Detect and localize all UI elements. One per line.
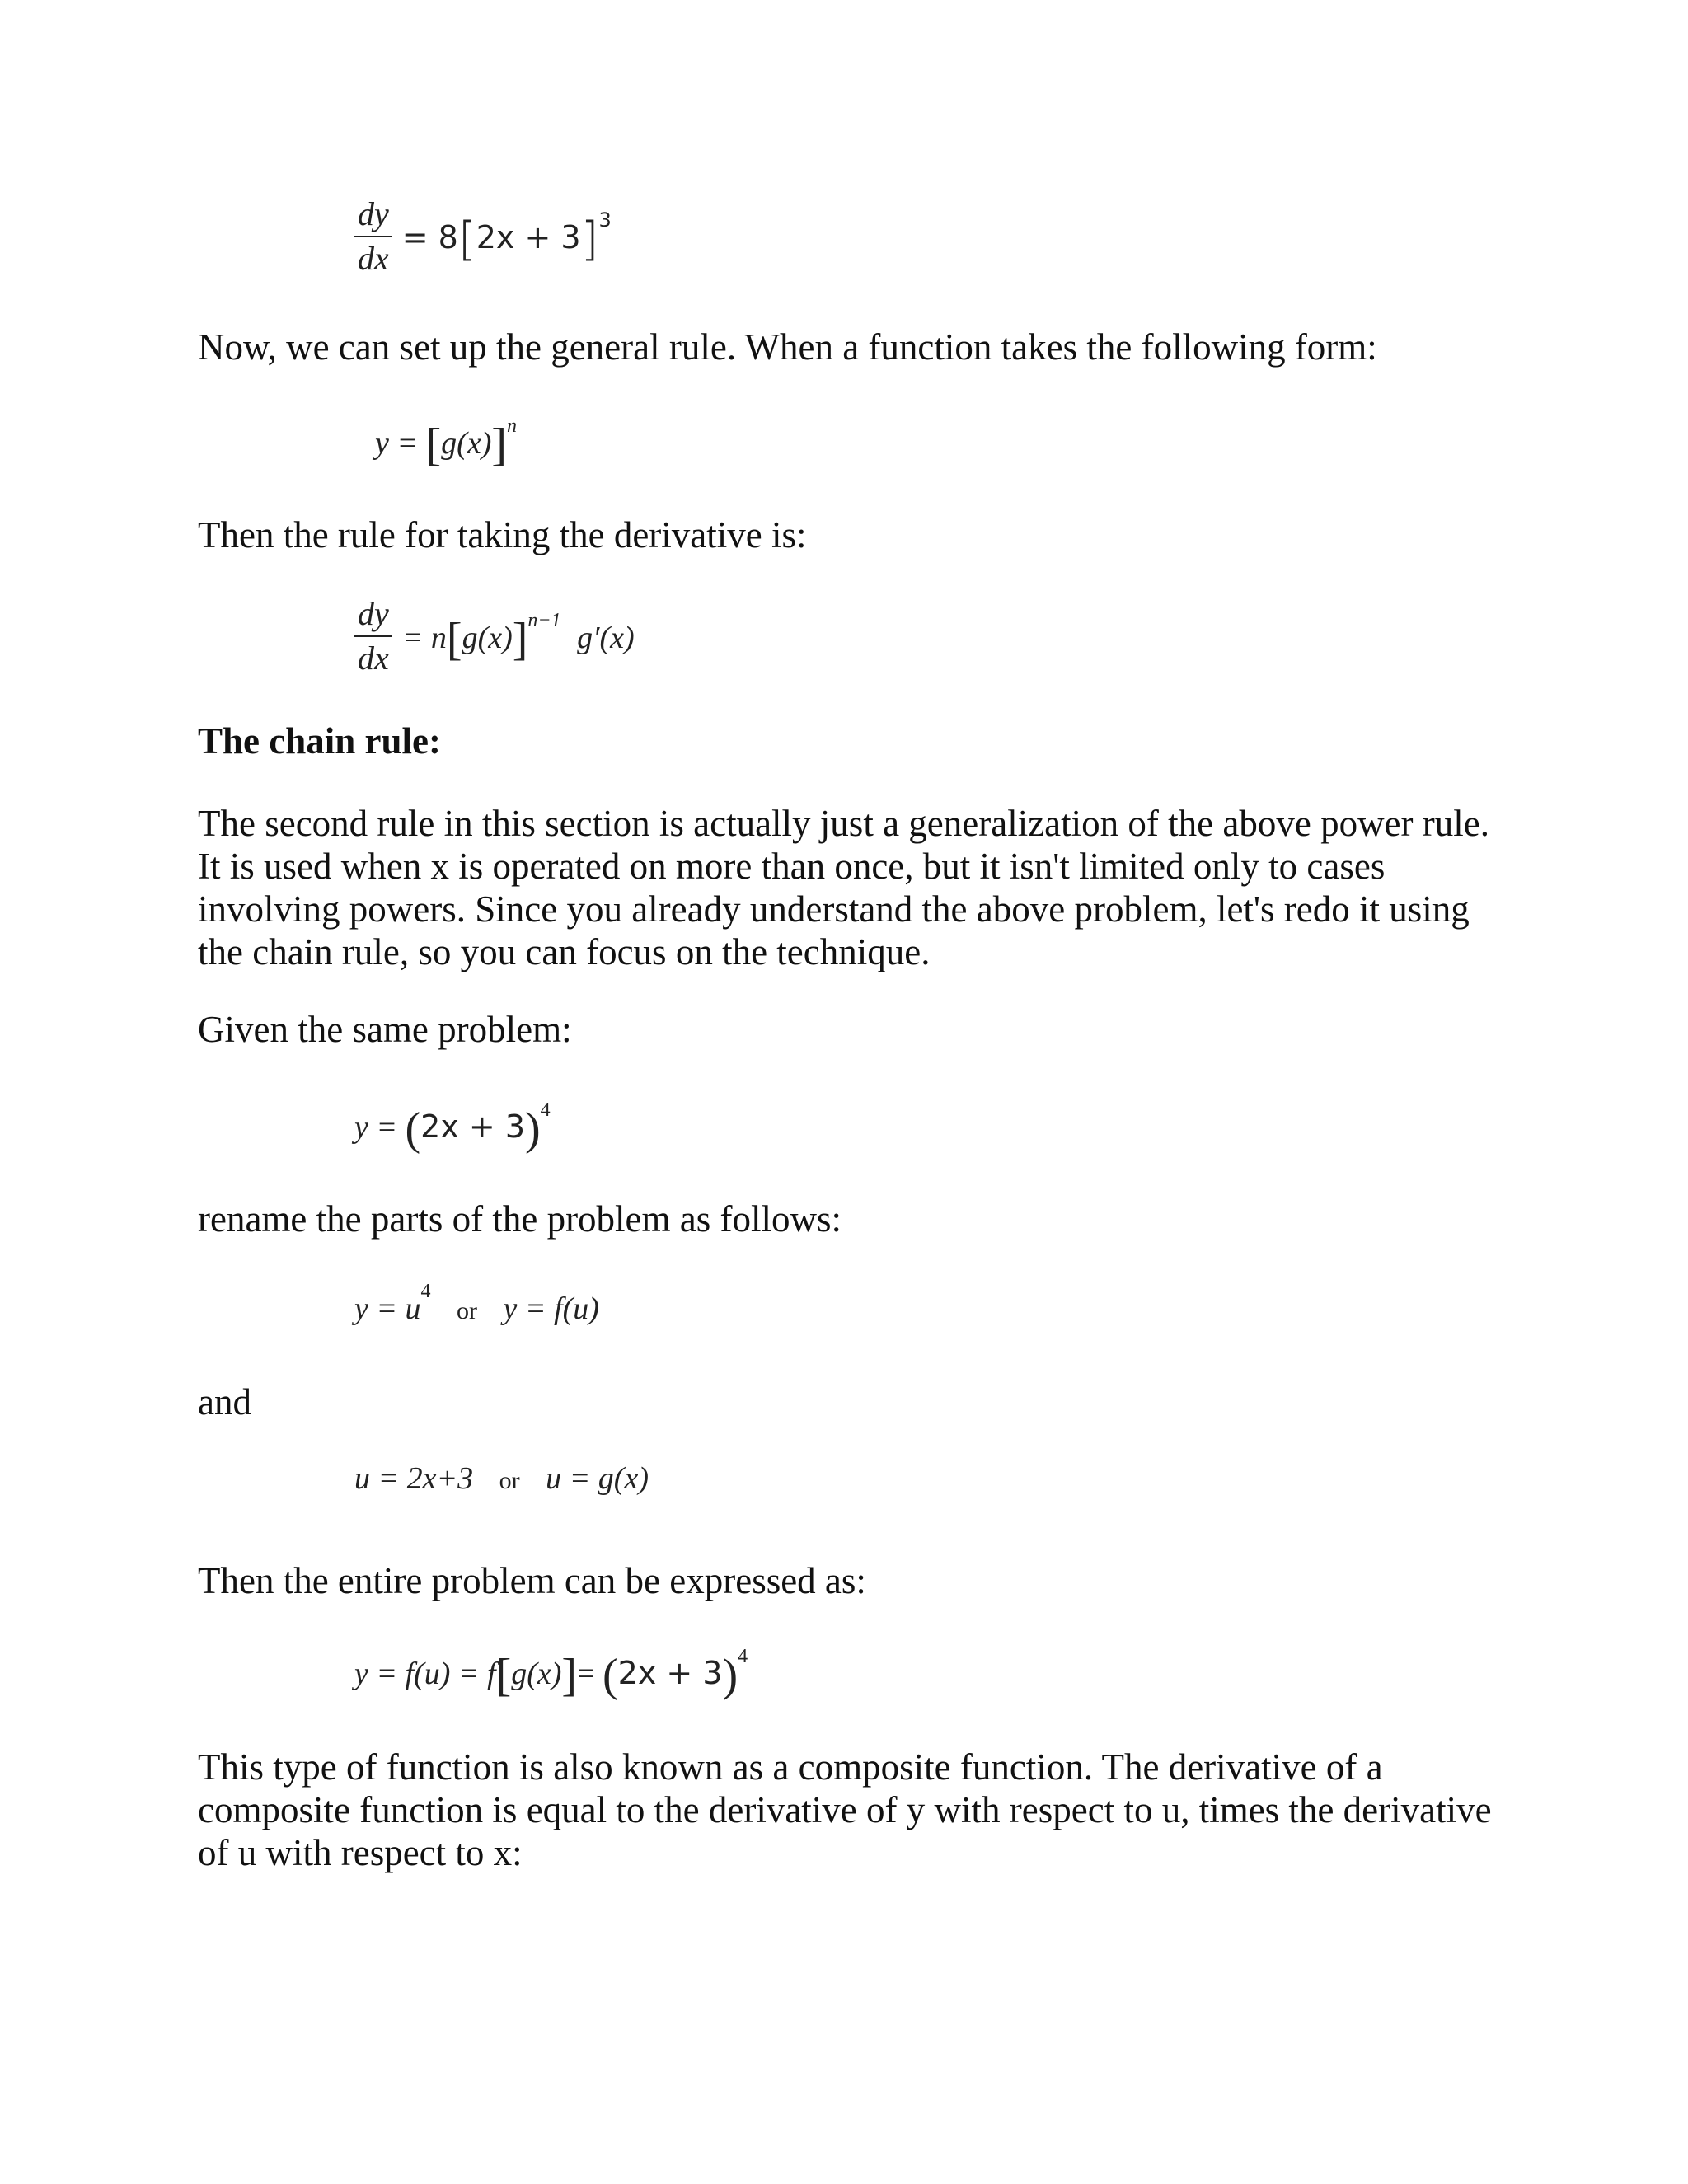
paren-inner: 2x + 3 [617,1655,723,1691]
exponent: 4 [738,1646,748,1667]
equation-left: y = u [354,1291,421,1326]
equation-lhs: y = [375,426,419,461]
exponent: 3 [598,209,612,232]
left-bracket: [ [446,613,462,665]
equation-right: y = f(u) [503,1291,599,1326]
equation-y-g-of-x-to-n [375,415,518,471]
exponent: 4 [540,1099,551,1121]
paragraph-chain-rule-description: The second rule in this section is actually just a generalization of the above power rule. It is used when x is operated on more than once, but it isn't limited only to cases involving powers. Since you already understand the above problem, let's redo it using the chain rule, so you can focus on the technique. [198,803,1489,972]
equation-u-2x-plus-3-or-u-g-of-x [354,1463,649,1494]
fraction-bar [354,635,392,637]
exponent: n−1 [528,609,561,631]
right-bracket: ] [580,213,599,266]
right-bracket: ] [512,613,528,665]
equation-y-u4-or-y-f-of-u [354,1282,599,1324]
equation-left: u = 2x+3 [354,1461,474,1496]
equation-rhs [401,209,612,266]
paragraph-rename-parts: rename the parts of the problem as follows: [198,1198,842,1240]
equation-right: u = g(x) [546,1461,649,1496]
left-bracket: [ [457,213,476,266]
left-paren: ( [405,1104,421,1155]
left-bracket: [ [425,419,442,471]
fraction [354,195,392,277]
fraction-bar [354,236,392,237]
equation-part-2: = [577,1657,603,1691]
equation-general-power-rule [354,595,635,677]
exponent: 4 [420,1281,431,1302]
right-paren: ) [722,1650,738,1701]
fraction-numerator: dy [358,195,389,232]
equation-lhs: y = [354,1110,398,1145]
equation-y-2x-plus-3-to-4 [354,1099,551,1155]
section-heading-chain-rule: The chain rule: [198,720,442,762]
rhs-prefix: = 8 [401,219,458,255]
equation-part-1: y = f(u) = f [354,1657,496,1691]
fraction-numerator: dy [358,595,389,632]
exponent: n [507,415,518,437]
bracket-inner: g(x) [462,620,513,655]
fraction [354,595,392,677]
bracket-inner: g(x) [511,1657,562,1691]
right-bracket: ] [491,419,508,471]
paren-inner: 2x + 3 [420,1108,526,1145]
paragraph-given-same-problem: Given the same problem: [198,1009,572,1050]
bracket-inner: 2x + 3 [476,219,581,255]
left-paren: ( [603,1650,618,1701]
bracket-inner: g(x) [441,426,492,461]
right-bracket: ] [561,1650,578,1701]
paragraph-entire-problem: Then the entire problem can be expressed as: [198,1560,866,1601]
or-connector: or [457,1297,478,1324]
paragraph-rule-for-derivative: Then the rule for taking the derivative is: [198,514,807,555]
equation-rhs [402,611,635,663]
equation-composite-expression [354,1647,748,1699]
right-paren: ) [525,1104,541,1155]
paragraph-and: and [198,1381,251,1422]
fraction-denominator: dx [358,640,389,677]
equation-dy-dx-8-2x-plus-3-cubed [354,195,612,277]
equation-tail: g′(x) [577,620,635,655]
left-bracket: [ [495,1650,512,1701]
or-connector: or [499,1467,520,1494]
paragraph-general-rule-intro: Now, we can set up the general rule. When a function takes the following form: [198,326,1377,368]
paragraph-composite-function: This type of function is also known as a composite function. The derivative of a composite function is equal to the derivative of y with respect to u, times the derivative of u with respect to x: [198,1746,1492,1873]
fraction-denominator: dx [358,240,389,277]
rhs-prefix: = n [401,620,447,655]
